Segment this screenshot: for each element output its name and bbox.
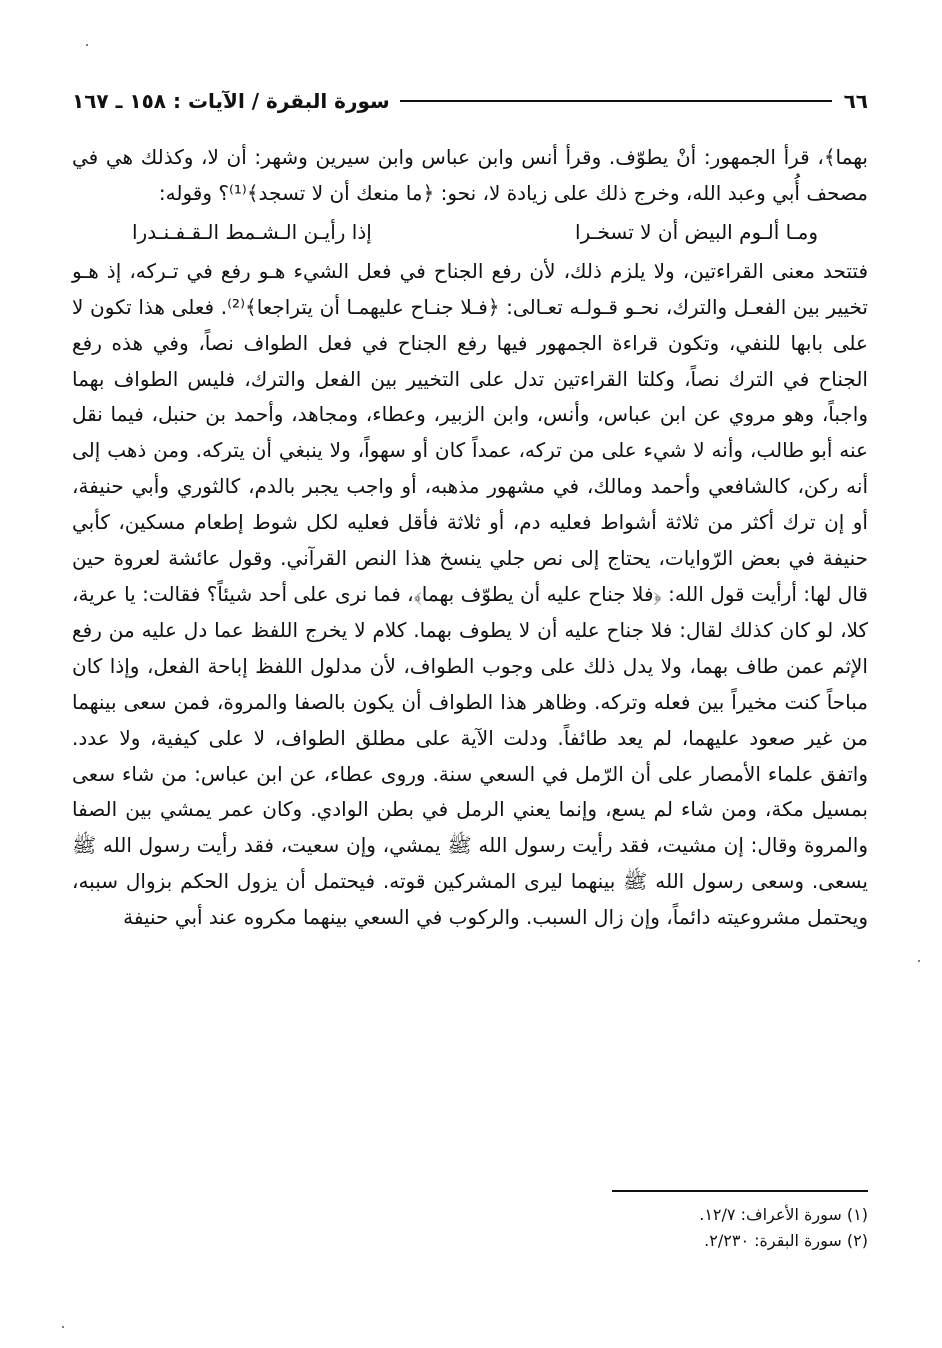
paragraph-1: بهما﴾، قرأ الجمهور: أنْ يطوّف. وقرأ أنس وابن عباس وابن سيرين وشهر: أن لا، وكذلك هي في مصحف أُبي وعبد الله، وخرج ذلك على زيادة لا، نحو: ﴿ما منعك أن لا تسجد﴾⁽¹⁾؟ وقوله: <box>72 145 868 205</box>
page-number: ٦٦ <box>843 89 868 113</box>
paragraph-2: فتتحد معنى القراءتين، ولا يلزم ذلك، لأن رفع الجناح في فعل الشيء هـو رفع في تـركه، إذ هـو تخيير بين الفعـل والترك، نحـو قـولـه تعـالى: ﴿فـلا جنـاح عليهمـا أن يتراجعا﴾⁽²⁾. فعلى هذا تكون لا على بابها للنفي، وتكون قراءة الجمهور فيها رفع الجناح في فعل الطواف نصاً، وفي هذه رفع الجناح في الترك نصاً، وكلتا القراءتين تدل على التخيير بين الفعل والترك، فليس الطواف بهما واجباً، وهو مروي عن ابن عباس، وأنس، وابن الزبير، وعطاء، ومجاهد، وأحمد بن حنبل، فيما نقل عنه أبو طالب، وأنه لا شيء على من تركه، عمداً كان أو سهواً، ولا ينبغي أن يتركه. ومن ذهب إلى أنه ركن، كالشافعي وأحمد ومالك، في مشهور مذهبه، أو واجب يجبر بالدم، كالثوري وأبي حنيفة، أو إن ترك أكثر من ثلاثة أشواط فعليه دم، أو ثلاثة فأقل فعليه لكل شوط إطعام مسكين، كأبي حنيفة في بعض الرّوايات، يحتاج إلى نص جلي ينسخ هذا النص القرآني. وقول عائشة لعروة حين قال لها: أرأيت قول الله: ﴿فلا جناح عليه أن يطوّف بهما﴾، فما نرى على أحد شيئاً؟ فقالت: يا عرية، كلا، لو كان كذلك لقال: فلا جناح عليه أن لا يطوف بهما. كلام لا يخرج اللفظ عما دل عليه من رفع الإثم عمن طاف بهما، ولا يدل ذلك على وجوب الطواف، لأن مدلول اللفظ إباحة الفعل، وإذا كان مباحاً كنت مخيراً بين فعله وتركه. وظاهر هذا الطواف أن يكون بالصفا والمروة، فمن سعى بينهما من غير صعود عليهما، لم يعد طائفاً. ودلت الآية على مطلق الطواف، لا على كيفية، ولا عدد. واتفق علماء الأمصار على أن الرّمل في السعي سنة. وروى عطاء، عن ابن عباس: من شاء سعى بمسيل مكة، ومن شاء لم يسع، وإنما يعني الرمل في بطن الوادي. وكان عمر يمشي بين الصفا والمروة وقال: إن مشيت، فقد رأيت رسول الله ﷺ يمشي، وإن سعيت، فقد رأيت رسول الله ﷺ يسعى. وسعى رسول الله ﷺ بينهما ليرى المشركين قوته. فيحتمل أن يزول الحكم بزوال سببه، ويحتمل مشروعيته دائماً، وإن زال السبب. والركوب في السعي بينهما مكروه عند أبي حنيفة <box>72 258 868 930</box>
scan-speck <box>918 960 920 962</box>
footnote-1: (١) سورة الأعراف: ١٢/٧. <box>699 1205 868 1224</box>
poetry-verse <box>72 214 868 250</box>
scan-speck <box>86 44 88 46</box>
footnote-2: (٢) سورة البقرة: ٢/٢٣٠. <box>704 1231 868 1250</box>
footnote-separator <box>612 1190 868 1192</box>
page-header <box>72 84 868 118</box>
footnotes <box>300 1202 868 1254</box>
verse-second-hemistich: إذا رأيـن الـشـمط الـقـفـنـدرا <box>132 219 372 244</box>
scan-speck <box>62 1326 64 1328</box>
running-title: سورة البقرة / الآيات : ١٥٨ ـ ١٦٧ <box>72 89 390 113</box>
main-text <box>72 140 868 936</box>
header-rule <box>400 100 832 102</box>
verse-first-hemistich: ومـا ألـوم البيض أن لا تسخـرا <box>575 219 818 244</box>
